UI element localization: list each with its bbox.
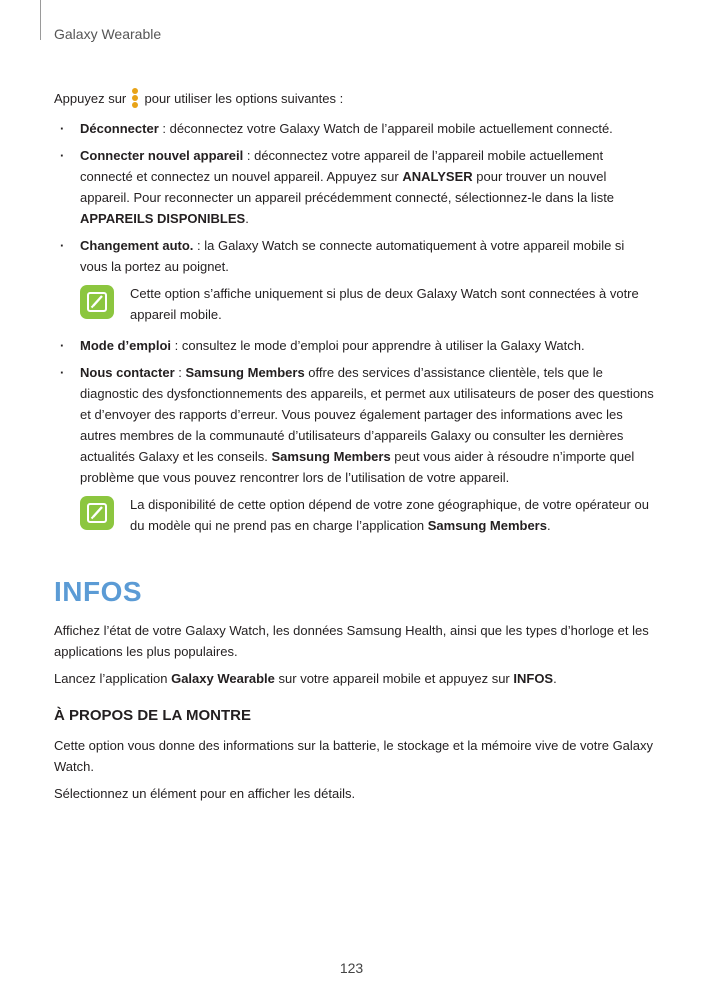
option-text: pour trouver un nouvel appareil. Pour reconnecter un appareil précédemment connecté, sélectionnez-le dans la liste [80, 168, 615, 205]
note-pencil-icon [80, 496, 114, 530]
intro-line [54, 88, 654, 110]
note-text: . [546, 517, 551, 533]
infos-paragraph-1: Affichez l’état de votre Galaxy Watch, les données Samsung Health, ainsi que les types d’horloge et les applications les plus populaires. [54, 622, 649, 659]
option-contact-us [54, 362, 654, 488]
option-term: Connecter nouvel appareil [80, 147, 244, 163]
options-list [54, 118, 654, 277]
about-paragraph-2: Sélectionnez un élément pour en afficher les détails. [54, 785, 356, 801]
about-paragraph-1: Cette option vous donne des informations sur la batterie, le stockage et la mémoire vive de votre Galaxy Watch. [54, 737, 654, 774]
page-content [54, 88, 654, 810]
samsung-members-term: Samsung Members [427, 517, 547, 533]
option-term: Nous contacter [80, 364, 175, 380]
option-text: : la Galaxy Watch se connecte automatiquement à votre appareil mobile si vous la portez au poignet. [80, 237, 625, 274]
option-text: : [174, 364, 186, 380]
section-title-infos: INFOS [54, 575, 143, 607]
intro-after: pour utiliser les options suivantes : [140, 91, 344, 106]
option-term: Déconnecter [80, 120, 159, 136]
note-2 [54, 494, 654, 536]
option-connect-new-device [54, 145, 654, 229]
option-term: Mode d’emploi [80, 337, 171, 353]
galaxy-wearable-term: Galaxy Wearable [171, 670, 275, 686]
option-text: peut vous aider à résoudre n’importe quel problème que vous pouvez rencontrer lors de l’utilisation de votre appareil. [80, 448, 635, 485]
page-number: 123 [339, 960, 364, 976]
scan-term: ANALYSER [402, 168, 473, 184]
option-user-manual [54, 335, 654, 356]
infos-text: sur votre appareil mobile et appuyez sur [274, 670, 514, 686]
note-pencil-icon [80, 285, 114, 319]
option-text: : déconnectez votre appareil de l’appareil mobile actuellement connecté et connectez un nouvel appareil. Appuyez sur [80, 147, 604, 184]
options-list-2 [54, 335, 654, 488]
samsung-members-term: Samsung Members [271, 448, 391, 464]
infos-text: Lancez l’application [54, 670, 172, 686]
intro-before: Appuyez sur [54, 91, 130, 106]
samsung-members-term: Samsung Members [185, 364, 305, 380]
infos-term: INFOS [513, 670, 554, 686]
running-title: Galaxy Wearable [54, 26, 162, 42]
note-1 [54, 283, 654, 325]
note-text: Cette option s’affiche uniquement si plus de deux Galaxy Watch sont connectées à votre appareil mobile. [130, 285, 639, 322]
available-devices-term: APPAREILS DISPONIBLES [80, 210, 246, 226]
option-text: : déconnectez votre Galaxy Watch de l’appareil mobile actuellement connecté. [158, 120, 613, 136]
option-disconnect [54, 118, 654, 139]
option-text: : consultez le mode d’emploi pour apprendre à utiliser la Galaxy Watch. [171, 337, 585, 353]
header-rule [40, 0, 41, 40]
note-text: La disponibilité de cette option dépend de votre zone géographique, de votre opérateur ou du modèle qui ne prend pas en charge l’application [130, 496, 649, 533]
option-term: Changement auto. [80, 237, 194, 253]
infos-paragraph-2 [54, 668, 654, 689]
infos-text: . [553, 670, 557, 686]
option-auto-switch [54, 235, 654, 277]
option-text: offre des services d’assistance clientèle, tels que le diagnostic des dysfonctionnements des appareils, et permet aux utilisateurs de poser des questions et d’envoyer des rapports d’erreur. Vous pouvez également partager des informations avec les autres membres de la communauté d’utilisateurs d’appareils Galaxy ou consulter les dernières actualités Galaxy et les conseils. [80, 364, 654, 464]
option-text: . [245, 210, 249, 226]
more-options-icon [132, 88, 139, 108]
subsection-title-about: À PROPOS DE LA MONTRE [54, 706, 251, 724]
